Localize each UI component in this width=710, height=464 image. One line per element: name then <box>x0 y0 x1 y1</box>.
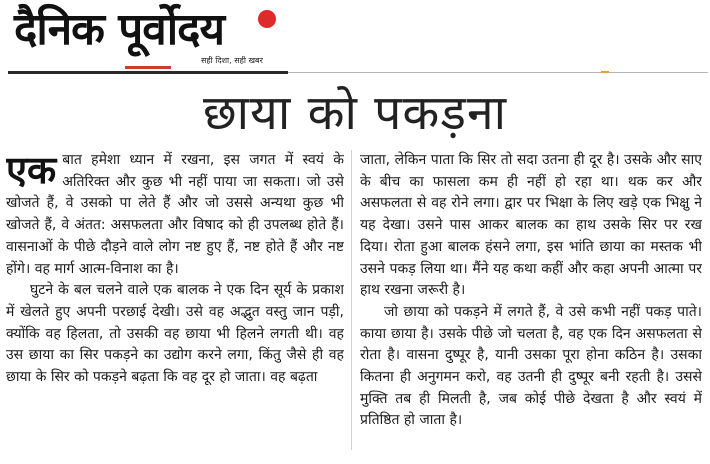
masthead-red-strip <box>125 66 171 69</box>
column-divider <box>351 150 352 450</box>
article-paragraph: जाता, लेकिन पाता कि सिर तो सदा उतना ही दूर है। उसके और साए के बीच का फासला कम ही नहीं हो रहा था। थक कर और असफलता से वह रोने लगा। द्वार पर भिक्षा के लिए खड़े एक भिक्षु ने यह देखा। उसने पास आकर बालक का हाथ उसके सिर पर रख दिया। रोता हुआ बालक हंसने लगा, इस भांति छाया का मस्तक भी उसने पकड़ लिया था। मैंने यह कथा कहीं और कहा अपनी आत्मा पर हाथ रखना जरूरी है। <box>360 152 702 299</box>
masthead-rule-light <box>288 72 708 73</box>
newspaper-tagline: सही दिशा, सही खबर <box>201 56 263 65</box>
article-paragraph: जो छाया को पकड़ने में लगते हैं, वे उसे कभी नहीं पकड़ पाते। काया छाया है। उसके पीछे जो चलता है, वह एक दिन असफलता से रोता है। वासना दुष्पूर है, यानी उसका पूरा होना कठिन है। उसका कितना ही अनुगमन करो, वह उतनी ही दुष्पूर बनी रहती है। उससे मुक्ति तब ही मिलती है, जब कोई पीछे देखता है और स्वयं में प्रतिष्ठित हो जाता है। <box>360 303 702 429</box>
article-column-left <box>6 150 344 456</box>
newspaper-logo: दैनिक पूर्वोदय <box>14 4 225 55</box>
masthead-rule-dark <box>8 71 288 74</box>
masthead-rule-accent <box>601 71 609 73</box>
masthead <box>0 0 710 80</box>
article-paragraph: बात हमेशा ध्यान में रखना, इस जगत में स्वयं के अतिरिक्त और कुछ भी नहीं पाया जा सकता। जो उसे खोजते हैं, वे उसको पा लेते हैं और जो उससे अन्यथा कुछ भी खोजते हैं, वे अंतत: असफलता और विषाद को ही उपलब्ध होते हैं। वासनाओं के पीछे दौड़ने वाले लोग नष्ट हुए हैं, नष्ट होते हैं और नष्ट होंगे। वह मार्ग आत्म-विनाश का है। <box>6 152 344 277</box>
article-column-right <box>360 150 702 456</box>
logo-sun-dot-icon <box>258 10 276 28</box>
article-dropcap: एक <box>6 150 57 192</box>
article-headline: छाया को पकड़ना <box>202 85 508 141</box>
article-paragraph: घुटने के बल चलने वाले एक बालक ने एक दिन सूर्य के प्रकाश में खेलते हुए अपनी परछाई देखी। उसे वह अद्भुत वस्तु जान पड़ी, क्योंकि वह हिलता, तो उसकी वह छाया भी हिलने लगती थी। वह उस छाया का सिर पकड़ने का उद्योग करने लगा, किंतु जैसे ही वह छाया के सिर को पकड़ने बढ़ता कि वह दूर हो जाता। वह बढ़ता <box>6 282 344 386</box>
